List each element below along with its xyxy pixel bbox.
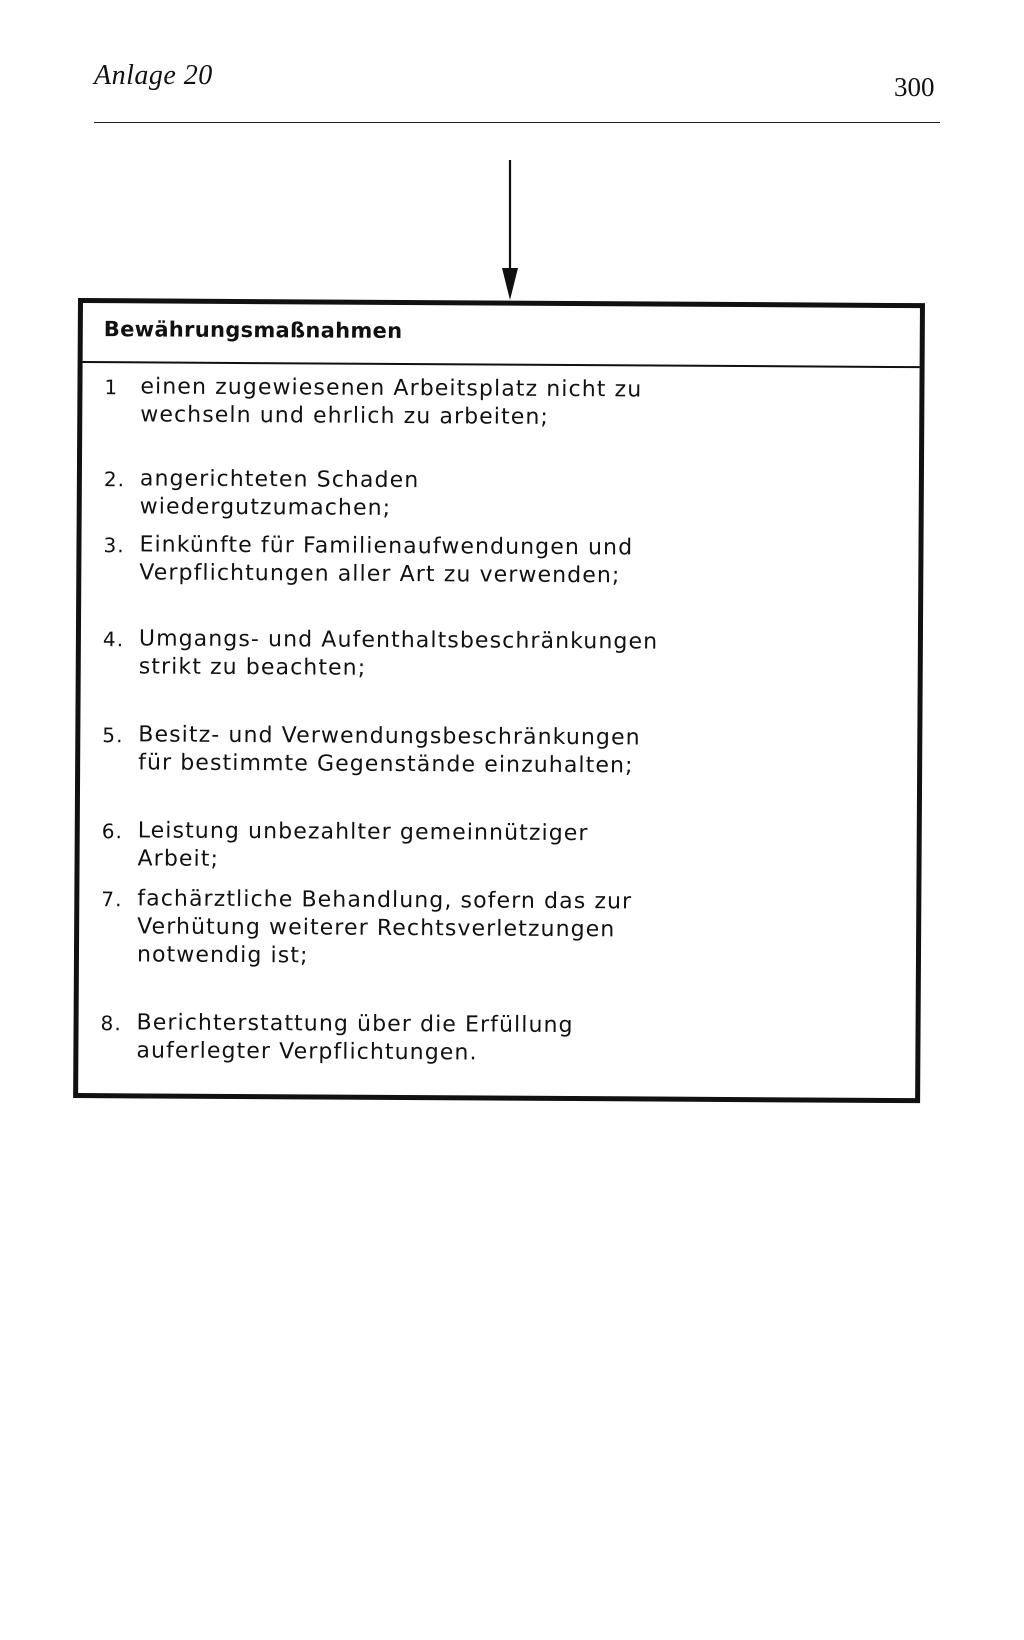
- item-text: Besitz- und Verwendungsbeschränkungen für bestimmte Gegenstände einzuhalten;: [138, 722, 641, 779]
- item-number: 5.: [102, 723, 124, 748]
- item-number: 1: [104, 375, 119, 400]
- item-text: Leistung unbezahlter gemeinnütziger Arbeit;: [137, 818, 589, 872]
- item-number: 4.: [102, 627, 125, 652]
- item-text: Berichterstattung über die Erfüllung auferlegter Verpflichtungen.: [136, 1010, 574, 1066]
- item-number: 8.: [100, 1011, 122, 1036]
- title-divider: [83, 361, 920, 368]
- list-item: [101, 885, 896, 974]
- page-number: 300: [894, 72, 935, 102]
- list-item: [104, 373, 899, 434]
- list-item: [104, 465, 899, 526]
- list-item: [102, 721, 897, 782]
- list-item: [100, 1009, 895, 1070]
- item-number: 6.: [101, 819, 124, 844]
- box-title: Bewährungsmaßnahmen: [103, 317, 403, 343]
- item-number: 3.: [103, 533, 125, 558]
- item-text: einen zugewiesenen Arbeitsplatz nicht zu wechseln und ehrlich zu arbeiten;: [140, 374, 643, 430]
- list-item: [103, 625, 898, 686]
- item-number: 7.: [101, 887, 123, 912]
- item-text: fachärztliche Behandlung, sofern das zur Verhütung weiterer Rechtsverletzungen notwendig ist;: [136, 886, 633, 969]
- section-label: Anlage 20: [94, 60, 213, 91]
- list-item: [103, 531, 898, 592]
- down-arrow-icon: [500, 160, 520, 300]
- item-text: Umgangs- und Aufenthaltsbeschränkungen strikt zu beachten;: [138, 626, 659, 681]
- item-text: Einkünfte für Familienaufwendungen und Verpflichtungen aller Art zu verwenden;: [139, 532, 634, 589]
- measures-box: [73, 298, 925, 1103]
- header-divider: [94, 122, 940, 123]
- item-text: angerichteten Schaden wiedergutzumachen;: [139, 466, 420, 521]
- list-item: [101, 817, 896, 878]
- item-number: 2.: [103, 467, 126, 492]
